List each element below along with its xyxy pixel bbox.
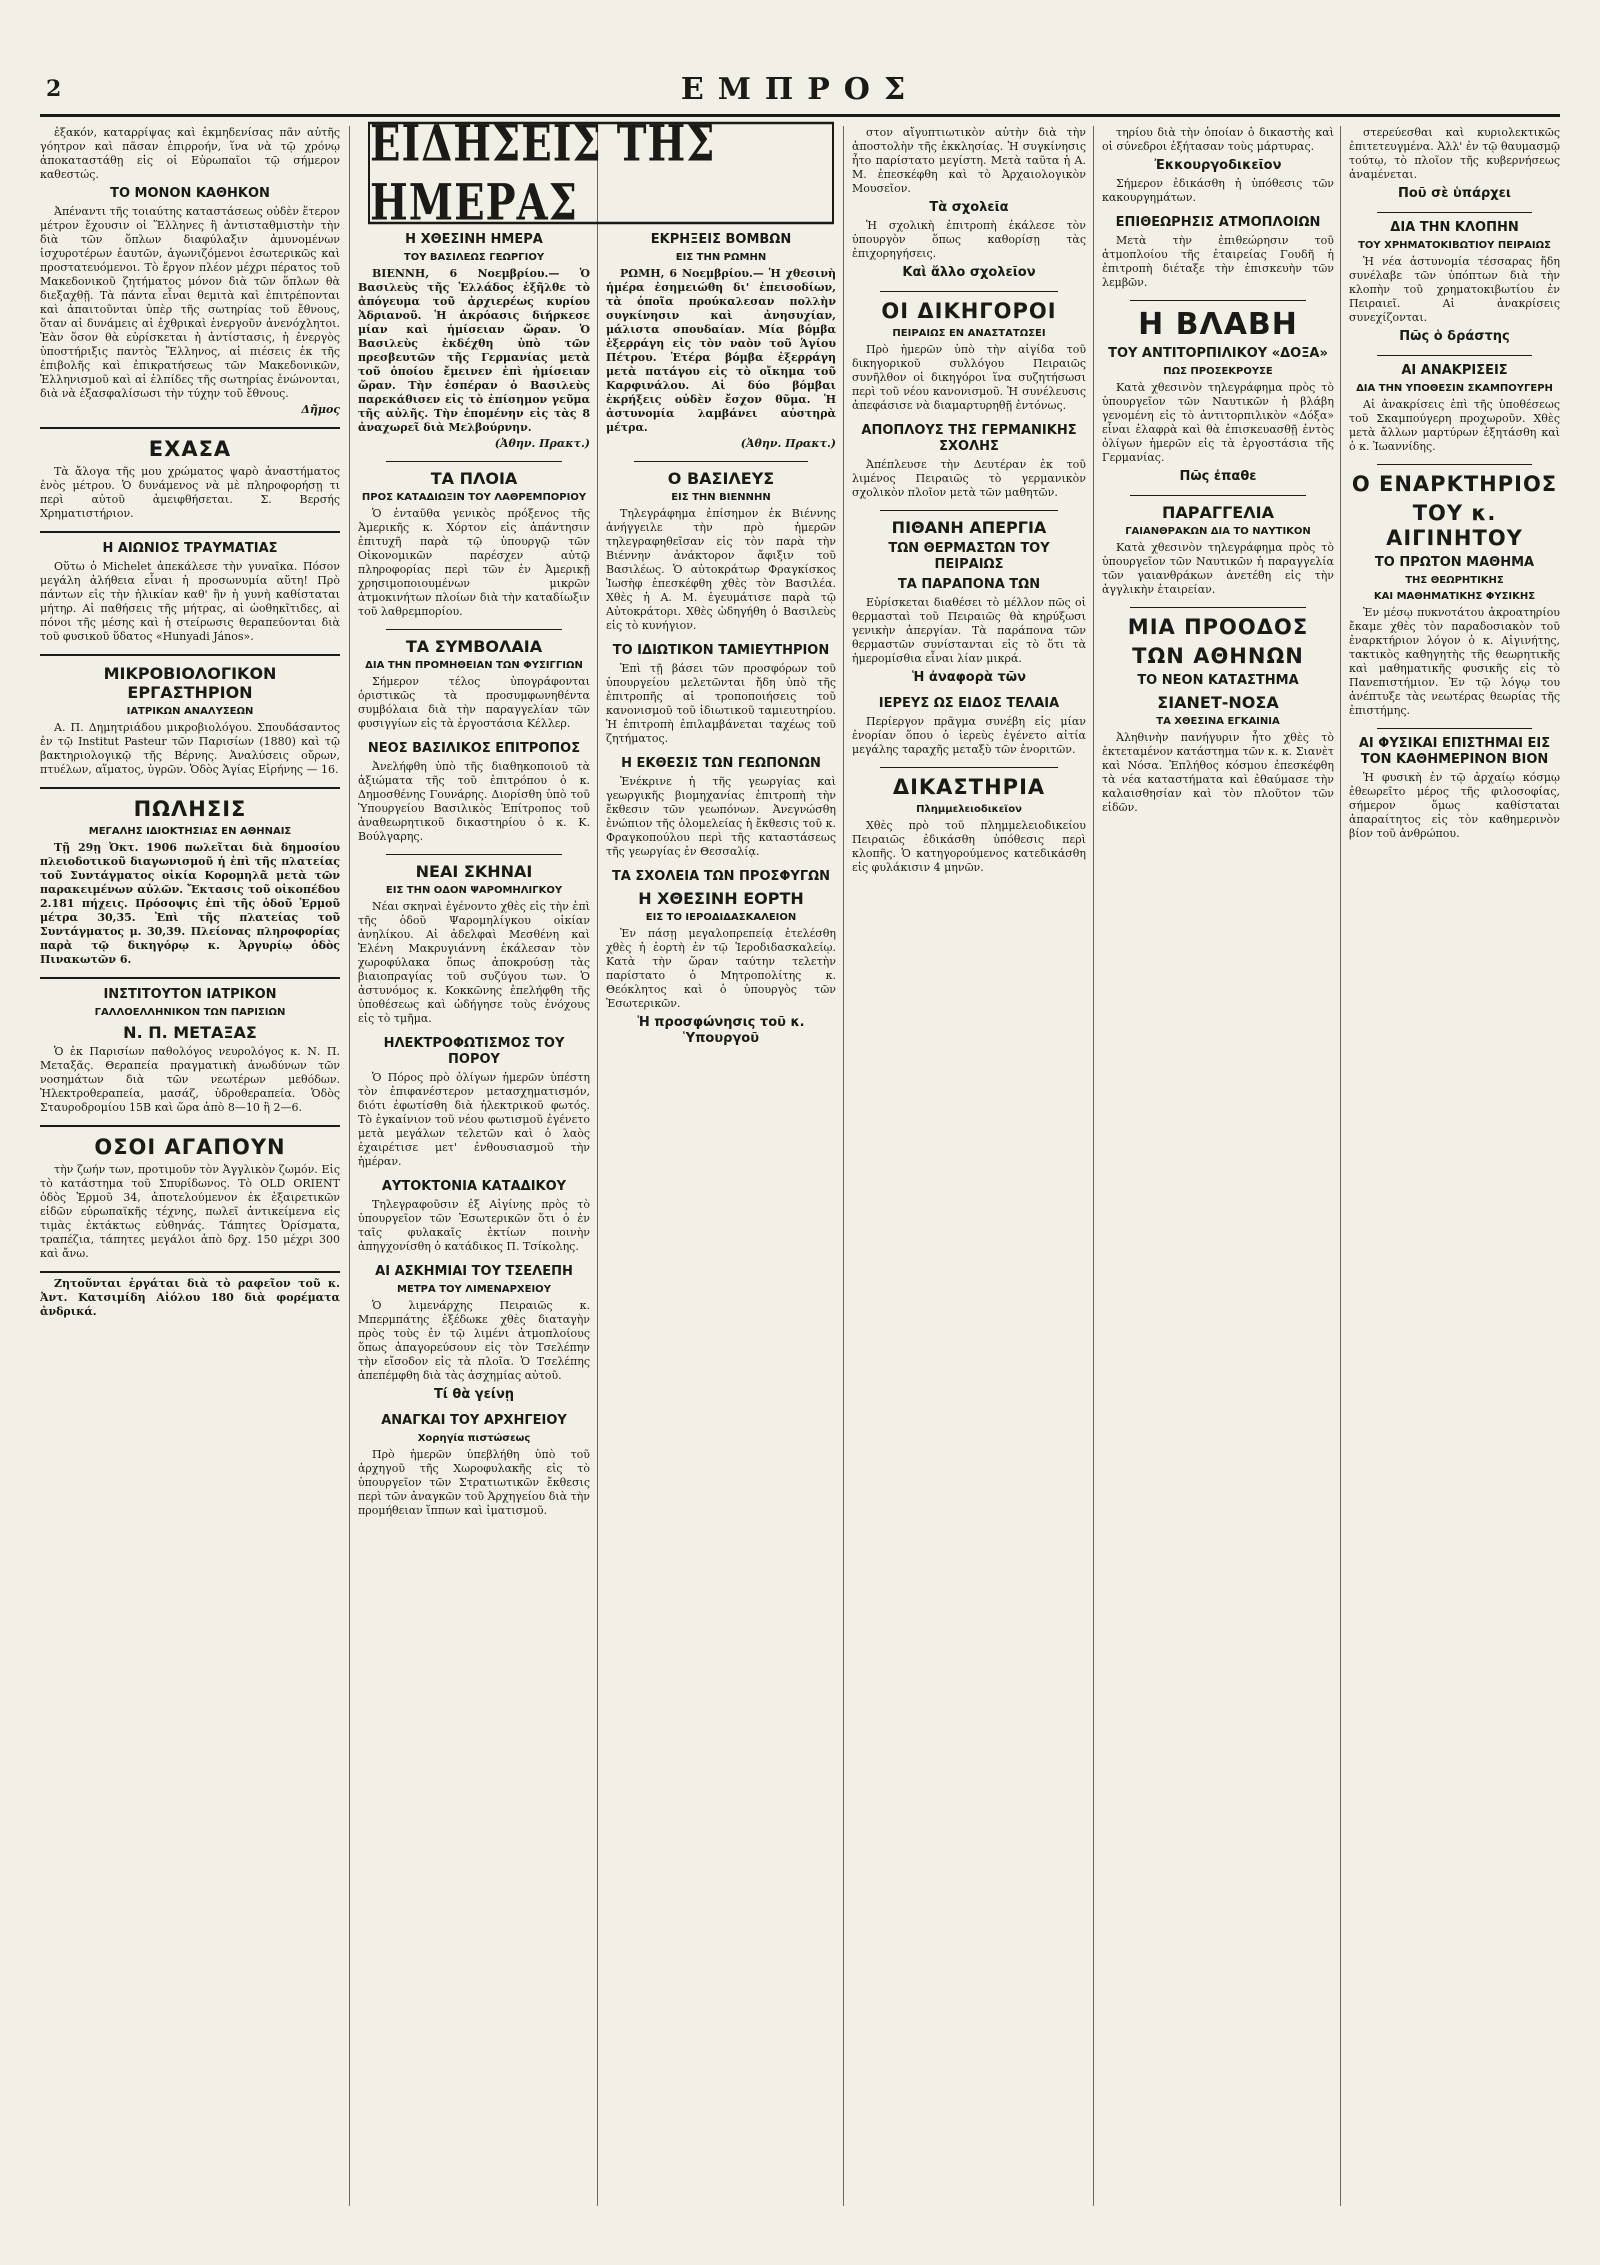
article-title: ΗΛΕΚΤΡΟΦΩΤΙΣΜΟΣ ΤΟΥ ΠΟΡΟΥ	[383, 1036, 565, 1067]
column-rule	[597, 126, 598, 2206]
article-title: Η ΒΛΑΒΗ	[1138, 307, 1298, 342]
article-german-school	[852, 423, 1086, 500]
article-body: Ὁ λιμενάρχης Πειραιῶς κ. Μπερμπάτης ἐξέδωκε χθὲς διαταγὴν πρὸς τοὺς ἐν τῷ λιμένι ἀτμοπλοίους ὅπως ἀπαγορεύσουν εἰς τὸν Τσελέπην τὴν εἴσοδον εἰς τὰ πλοῖα. Ὁ Τσελέπης ἀπεπέμφθη διὰ τὰς ἀσχημίας αὐτοῦ.	[358, 1299, 590, 1382]
article-title: ΙΕΡΕΥΣ ΩΣ ΕΙΔΟΣ ΤΕΛΑΙΑ	[878, 696, 1060, 711]
article-body: Ἀνελήφθη ὑπὸ τῆς διαθηκοποιοῦ τὰ ἀξιώματα τῆς τοῦ ἐπιτρόπου ὁ κ. Δημοσθένης Γουνάρης. Διορίσθη ὑπὸ τοῦ Ὑπουργείου Βασιλικὸς Ἐπίτροπος τοῦ ἀναθεωρητικοῦ δικαστηρίου ὁ κ. Κ. Βούλγαρης.	[358, 760, 590, 843]
article-subtitle: Η ΧΘΕΣΙΝΗ ΕΟΡΤΗ	[638, 889, 804, 908]
article-title: ΜΙΑ ΠΡΟΟΔΟΣ	[1127, 615, 1309, 639]
separator	[1130, 607, 1306, 608]
intro-text: ἐξακόν, καταρρίψας καὶ ἐκμηδενίσας πᾶν αὐτῆς γόητρον καὶ πᾶσαν ἐπιρροήν, ἵνα νὰ τῷ χρόνῳ ἀποκαταστάθῃ εἰς οἱ Εὐρωπαῖοι τῷ σήμερον καθεστώς.	[40, 126, 340, 181]
ad-property-sale	[40, 787, 340, 967]
article-subtitle-2: ΕΙΣ ΤΟ ΙΕΡΟΔΙΔΑΣΚΑΛΕΙΟΝ	[645, 912, 797, 923]
article-subtitle-2: ΠΩΣ ΠΡΟΣΕΚΡΟΥΣΕ	[1163, 366, 1273, 377]
article-closing: Ἡ προσφώνησις τοῦ κ. Ὑπουργοῦ	[637, 1015, 805, 1046]
ad-body: τὴν ζωήν των, προτιμοῦν τὸν Ἀγγλικὸν ζωμόν. Εἰς τὸ κατάστημα τοῦ Σπυρίδωνος. Τὸ OLD ORIENT ὁδὸς Ἑρμοῦ 34, ἀποτελούμενον ἐκ ἐξαιρετικῶν εἰδῶν εὐρωπαϊκῆς τέχνης, πωλεῖ ἀντικείμενα εἰς τιμὰς ἐκτάκτως εὐθηνάς. Τάπητες Ὀρίσματα, τραπέζια, τάπητες μεγάλοι ἀπὸ δρχ. 150 μέχρι 300 καὶ ἄνω.	[40, 1163, 340, 1260]
article-body: Ἀπέναντι τῆς τοιαύτης καταστάσεως οὐδὲν ἕτερον μέτρον ἔχουσιν οἱ Ἕλληνες ἢ ἀντισταθμιστὴν τὴν διὰ τῶν ὅπλων διαφύλαξιν ἀμυνομένων ἰσχυροτέρων ἑαυτῶν, ἀγωνιζόμενοι ἐσωτερικῶς καὶ προστατευόμενοι. Τὸ ἔργον πλέον μέχρι πέρατος τοῦ Μακεδονικοῦ ζητήματος μόνον διὰ τῶν ὅπλων θὰ διεξαχθῇ. Τὰ πάντα εἶναι θεμιτὰ καὶ ἐπιτρέπονται καὶ ἀπαιτοῦνται ὑπὲρ τῆς σωτηρίας τοῦ ἔθνους, ὅταν αἱ δυνάμεις αἱ ἐχθρικαὶ ἐνεργοῦν ἀνενόχλητοι. Ἐὰν ὅσον θὰ εὑρίσκεται ἡ ἀντίστασις, ἡ ἐνεργὸς ὑποστήριξις παντὸς Ἕλληνος, αἱ πιέσεις ἐκ τῆς ἐπιβολῆς καὶ ἐπικρατήσεως τῶν Μακεδονικῶν, Ἑλληνισμοῦ καὶ αἱ ἐλπίδες τῆς σωτηρίας ἑνώνονται, διὰ νὰ ἐξασφαλίσωσι τὴν τύχην τοῦ ἔθνους.	[40, 205, 340, 400]
article-title: ΤΟ ΜΟΝΟΝ ΚΑΘΗΚΟΝ	[110, 186, 270, 201]
article-strike	[852, 518, 1086, 686]
article-label: Ἡ ἀναφορὰ τῶν	[912, 670, 1026, 685]
article-subtitle: ΠΡΟΣ ΚΑΤΑΔΙΩΞΙΝ ΤΟΥ ΛΑΘΡΕΜΠΟΡΙΟΥ	[361, 492, 587, 503]
column-rule	[349, 126, 350, 2206]
article-king-george	[358, 232, 590, 451]
article-title: Ο ΕΝΑΡΚΤΗΡΙΟΣ	[1351, 472, 1558, 496]
ad-title: ΠΩΛΗΣΙΣ	[133, 797, 247, 821]
separator	[386, 854, 562, 855]
article-body: Πρὸ ἡμερῶν ὑπεβλήθη ὑπὸ τοῦ ἀρχηγοῦ τῆς Χωροφυλακῆς εἰς τὸ ὑπουργεῖον τῶν Στρατιωτικῶν ἔκθεσις περὶ τῶν ἀναγκῶν τοῦ Ἀρχηγείου διὰ τὴν προμήθειαν ἵππων καὶ ἱματισμοῦ.	[358, 1448, 590, 1517]
article-title: ΕΠΙΘΕΩΡΗΣΙΣ ΑΤΜΟΠΛΟΙΩΝ	[1115, 215, 1321, 230]
article-label: Πῶς ὁ δράστης	[1399, 329, 1510, 344]
column-2	[358, 228, 590, 2206]
article-subtitle: ΤΟΥ ΑΝΤΙΤΟΡΠΙΛΙΚΟΥ «ΔΟΞΑ»	[1108, 346, 1328, 361]
article-title: ΑΙ ΑΝΑΚΡΙΣΕΙΣ	[1401, 363, 1508, 378]
article-continuation	[852, 126, 1086, 281]
article-body: Περίεργον πρᾶγμα συνέβη εἰς μίαν ἐνορίαν ὅπου ὁ ἱερεὺς ἐγένετο αἰτία μεγάλης ταραχῆς μεταξὺ τῶν ἐνοριτῶν.	[852, 715, 1086, 756]
article-title: ΕΚΡΗΞΕΙΣ ΒΟΜΒΩΝ	[650, 232, 792, 247]
separator	[1130, 495, 1306, 496]
article-athens-progress	[1102, 615, 1334, 815]
article-subtitle: ΤΩΝ ΘΕΡΜΑΣΤΩΝ ΤΟΥ ΠΕΙΡΑΙΩΣ	[888, 541, 1050, 572]
article-body: Νέαι σκηναὶ ἐγένοντο χθὲς εἰς τὴν ἐπὶ τῆς ὁδοῦ Ψαρομηλίγκου οἰκίαν ἀνηλίκου. Αἱ ἀδελφαὶ Μεσθένη καὶ Ἑλένη Μακρυγιάννη ἐκάλεσαν τὸν χωροφύλακα ὅπως ἀποκρούσῃ τὰς βιαιοπραγίας τοῦ συζύγου των. Ὁ ἀστυνόμος κ. Κοκκῶνης ἐπελήφθη τῆς ὑποθέσεως καὶ ὡδήγησε τοὺς ἐνόχους εἰς τὸ τμῆμα.	[358, 900, 590, 1025]
masthead	[40, 70, 1560, 117]
ad-body: Ζητοῦνται ἐργάται διὰ τὸ ραφεῖον τοῦ κ. Ἀντ. Κατσιμίδη Αἰόλου 180 διὰ φορέματα ἀνδρικά.	[40, 1277, 340, 1318]
article-title: ΑΙ ΦΥΣΙΚΑΙ ΕΠΙΣΤΗΜΑΙ ΕΙΣ ΤΟΝ ΚΑΘΗΜΕΡΙΝΟΝ ΒΙΟΝ	[1358, 736, 1551, 767]
article-body: Ἡ σχολικὴ ἐπιτροπὴ ἐκάλεσε τὸν ὑπουργὸν ὅπως καθορίσῃ τὰς ἐπιχορηγήσεις.	[852, 219, 1086, 260]
ad-subtitle: ΙΑΤΡΙΚΩΝ ΑΝΑΛΥΣΕΩΝ	[126, 706, 254, 717]
article-body: στον αἴγυπτιωτικὸν αὐτὴν διὰ τὴν ἀποστολὴν τῆς ἐκκλησίας. Ἡ συγκίνησις ἦτο παρίστατο μεγίστη. Μετὰ ταῦτα ἡ Α. Μ. ἐπεσκέφθη καὶ τὸ Ἀρχαιολογικὸν Μουσεῖον.	[852, 126, 1086, 195]
separator	[1377, 355, 1532, 356]
article-body: Ἐπὶ τῇ βάσει τῶν προσφόρων τοῦ ὑπουργείου μελετῶνται ἤδη ὑπὸ τῆς ἐπιτροπῆς αἱ τροποποιήσεις τοῦ κανονισμοῦ τοῦ ἰδιωτικοῦ ταμιευτηρίου. Ἡ ἐπιτροπὴ ἐπιλαμβάνεται ταχέως τοῦ ζητήματος.	[606, 662, 836, 745]
article-king-vienna	[606, 469, 836, 633]
article-title: ΑΠΟΠΛΟΥΣ ΤΗΣ ΓΕΡΜΑΝΙΚΗΣ ΣΧΟΛΗΣ	[861, 423, 1077, 454]
article-title: ΑΥΤΟΚΤΟΝΙΑ ΚΑΤΑΔΙΚΟΥ	[381, 1179, 567, 1194]
separator	[1377, 212, 1532, 213]
article-label: Καὶ ἄλλο σχολεῖον	[902, 265, 1036, 280]
article-subtitle-3: ΣΙΑΝΕΤ-ΝΟΣΑ	[1157, 693, 1279, 712]
ad-title: ΜΙΚΡΟΒΙΟΛΟΓΙΚΟΝ ΕΡΓΑΣΤΗΡΙΟΝ	[103, 664, 277, 702]
notice-body: Τὰ ἄλογα τῆς μου χρώματος ψαρὸ ἀναστήματος ἐνὸς μέτρου. Ὁ δυνάμενος νὰ μὲ πληροφορήσῃ τι περὶ αὐτοῦ ἀμειφθήσεται. Σ. Βερσής Χρηματιστήριον.	[40, 465, 340, 520]
column-1	[40, 126, 340, 2206]
article-body: Σήμερον τέλος ὑπογράφονται ὁριστικῶς τὰ προσυμφωνηθέντα συμβόλαια διὰ τὴν παραγγελίαν τῶν φυσιγγίων εἰς τὰ ἐργοστάσια Κέλλερ.	[358, 675, 590, 730]
article-title: Η ΕΚΘΕΣΙΣ ΤΩΝ ΓΕΩΠΟΝΩΝ	[621, 756, 821, 771]
article-body: Σήμερον ἐδικάσθη ἡ ὑπόθεσις τῶν κακουργημάτων.	[1102, 177, 1334, 204]
article-body: Ὁ ἐνταῦθα γενικὸς πρόξενος τῆς Ἀμερικῆς κ. Χόρτον εἰς ἀπάντησιν ἐπιτυχῆ παρὰ τῷ ὑπουργῷ τῶν Οἰκονομικῶν παρέσχεν αὐτῷ πληροφορίας περὶ τῶν ἐν Ἀμερικῇ χρησιμοποιουμένων μικρῶν ἀτμοκινήτων πλοίων διὰ τὴν καταδίωξιν τοῦ λαθρεμπορίου.	[358, 507, 590, 618]
ad-subtitle: ΜΕΓΑΛΗΣ ΙΔΙΟΚΤΗΣΙΑΣ ΕΝ ΑΘΗΝΑΙΣ	[88, 826, 292, 837]
article-body: Ἐνέκρινε ἡ τῆς γεωργίας καὶ γεωργικῆς βιομηχανίας ἐπιτροπὴ τὴν ἔκθεσιν τῶν γεωπόνων. Ἀνεγνώσθη ἐνώπιον τῆς ὁλομελείας ἡ ἔκθεσις τοῦ κ. Φραγκοπούλου περὶ τῆς καταστάσεως τῆς γεωργίας ἐν Θεσσαλίᾳ.	[606, 775, 836, 858]
article-subtitle: ΤΩΝ ΑΘΗΝΩΝ	[1132, 644, 1304, 668]
article-coal-order	[1102, 503, 1334, 597]
column-6	[1349, 126, 1560, 2206]
article-title: ΤΑ ΣΥΜΒΟΛΑΙΑ	[405, 637, 543, 656]
article-suicide	[358, 1179, 590, 1254]
article-investigations	[1349, 363, 1560, 454]
ad-doctor-name: Ν. Π. ΜΕΤΑΞΑΣ	[123, 1023, 257, 1042]
column-3	[606, 228, 836, 2206]
article-body: Ἡ νέα ἀστυνομία τέσσαρας ἤδη συνέλαβε τῶν ὑπόπτων διὰ τὴν κλοπὴν τοῦ χρηματοκιβωτίου ἐν Πειραιεῖ. Αἱ ἀνακρίσεις συνεχίζονται.	[1349, 255, 1560, 324]
ad-title: ΟΣΟΙ ΑΓΑΠΟΥΝ	[94, 1135, 286, 1159]
article-body: Ἐν πάσῃ μεγαλοπρεπείᾳ ἐτελέσθη χθὲς ἡ ἑορτὴ ἐν τῷ Ἱεροδιδασκαλείῳ. Κατὰ τὴν ὥραν ταύτην τελετὴν παρίστατο ὁ Μητροπολίτης κ. Θεόκλητος καὶ ὁ ὑπουργὸς τῶν Ἐσωτερικῶν.	[606, 927, 836, 1010]
article-label: Τὰ σχολεῖα	[929, 200, 1009, 215]
article-only-duty	[40, 186, 340, 417]
ad-laboratory	[40, 654, 340, 777]
article-subtitle: ΜΕΤΡΑ ΤΟΥ ΛΙΜΕΝΑΡΧΕΙΟΥ	[397, 1284, 551, 1295]
article-title: ΤΑ ΣΧΟΛΕΙΑ ΤΩΝ ΠΡΟΣΦΥΓΩΝ	[611, 869, 831, 884]
article-body: ΡΩΜΗ, 6 Νοεμβρίου.— Ἡ χθεσινὴ ἡμέρα ἐσημειώθη δι' ἐπεισοδίων, τὰ ὁποῖα προύκαλεσαν πολλὴν συγκίνησιν καὶ ἀνησυχίαν, μάλιστα σπουδαίαν. Μία βόμβα ἐξερράγη εἰς τὸν ναὸν τοῦ Ἁγίου Πέτρου. Ἑτέρα βόμβα ἐξερράγη μετὰ πατάγου εἰς τὸ οἴκημα τοῦ Καρφινάλου. Αἱ δύο βόμβαι ἐκρήξεις οὐδὲν ἔσχον θῦμα. Ἡ ἀστυνομία λαμβάνει αὐστηρὰ μέτρα.	[606, 267, 836, 434]
article-courts	[852, 775, 1086, 875]
article-subtitle-3: ΤΗΣ ΘΕΩΡΗΤΙΚΗΣ	[1405, 575, 1504, 586]
article-safe-theft	[1349, 220, 1560, 345]
separator	[634, 461, 808, 462]
article-ships	[358, 469, 590, 619]
article-body: ΒΙΕΝΝΗ, 6 Νοεμβρίου.— Ὁ Βασιλεὺς τῆς Ἑλλάδος ἐξῆλθε τὸ ἀπόγευμα τοῦ ἀρχιερέως κυρίου Ἀδριανοῦ. Ἡ ἀκρόασις διήρκεσε μίαν καὶ ἡμίσειαν ὥραν. Ὁ Βασιλεὺς ἐκδέχθη ὑπὸ τῶν πρεσβευτῶν τῆς Γερμανίας μετὰ τοῦ ὁποίου ἔμεινεν ἐπὶ ἡμίσειαν ὥραν. Τὴν ἑσπέραν ὁ Βασιλεὺς παρεκάθισεν εἰς τὸ ἐπίσημον γεῦμα τῆς αὐλῆς. Τὴν ἑπομένην εἰς τὰς 8 ἀναχωρεῖ διὰ Μελβούρνην.	[358, 267, 590, 434]
article-inaugural-lecture	[1349, 472, 1560, 718]
separator	[880, 291, 1058, 292]
separator	[1130, 300, 1306, 301]
article-new-scenes	[358, 862, 590, 1026]
article-ship-inspection	[1102, 215, 1334, 290]
article-subtitle: ΕΙΣ ΤΗΝ ΟΔΟΝ ΨΑΡΟΜΗΛΙΓΚΟΥ	[385, 885, 563, 896]
article-poros-lighting	[358, 1036, 590, 1169]
article-new-commissioner	[358, 741, 590, 844]
column-4	[852, 126, 1086, 2206]
ad-title: Η ΑΙΩΝΙΟΣ ΤΡΑΥΜΑΤΙΑΣ	[102, 541, 278, 556]
article-body: τηρίου διὰ τὴν ὁποίαν ὁ δικαστὴς καὶ οἱ σύνεδροι ἐξήτασαν τοὺς μάρτυρας.	[1102, 126, 1334, 153]
article-body: Μετὰ τὴν ἐπιθεώρησιν τοῦ ἀτμοπλοίου τῆς ἑταιρείας Γουδῆ ἡ ἐπιτροπὴ διέταξε τὴν ἐπισκευὴν τῶν λεμβῶν.	[1102, 234, 1334, 289]
article-subtitle: ΤΟΥ κ. ΑΙΓΙΝΗΤΟΥ	[1386, 501, 1523, 550]
article-subtitle-4: ΤΑ ΧΘΕΣΙΝΑ ΕΓΚΑΙΝΙΑ	[1156, 716, 1280, 727]
ad-footer	[40, 1271, 340, 1319]
article-closing: Τί θὰ γείνῃ	[433, 1387, 515, 1402]
article-subtitle-2: ΤΟ ΠΡΩΤΟΝ ΜΑΘΗΜΑ	[1374, 555, 1535, 570]
separator	[386, 461, 562, 462]
article-subtitle-2: ΤΟ ΝΕΟΝ ΚΑΤΑΣΤΗΜΑ	[1137, 673, 1299, 688]
article-subtitle: ΤΟΥ ΒΑΣΙΛΕΩΣ ΓΕΩΡΓΙΟΥ	[403, 252, 545, 263]
ad-subtitle: ΓΑΛΛΟΕΛΛΗΝΙΚΟΝ ΤΩΝ ΠΑΡΙΣΙΩΝ	[94, 1007, 286, 1018]
article-body: Εὑρίσκεται διαθέσει τὸ μέλλον πῶς οἱ θερμασταὶ τοῦ Πειραιῶς θὰ κηρύξωσι γενικὴν ἀπεργίαν. Τὰ παράπονα τῶν θερμαστῶν συνίστανται εἰς τὸ ὅτι τὰ ἡμερομίσθια εἶναι λίαν μικρά.	[852, 596, 1086, 665]
article-title: ΝΕΟΣ ΒΑΣΙΛΙΚΟΣ ΕΠΙΤΡΟΠΟΣ	[367, 741, 581, 756]
notice-title: ΕΧΑΣΑ	[148, 437, 232, 461]
article-label: Ποῦ σὲ ὑπάρχει	[1398, 186, 1511, 201]
article-title: ΔΙΚΑΣΤΗΡΙΑ	[892, 775, 1046, 799]
ad-medical-institute	[40, 977, 340, 1115]
article-subtitle: Χορηγία πιστώσεως	[417, 1433, 531, 1444]
article-title: ΠΙΘΑΝΗ ΑΠΕΡΓΙΑ	[891, 518, 1047, 537]
article-body: Ὁ Πόρος πρὸ ὀλίγων ἡμερῶν ὑπέστη τὸν ἐπιφανέστερον μετασχηματισμόν, διότι ἐφωτίσθη διὰ ἠλεκτρικοῦ φωτός. Τὸ ἐγκαίνιον τοῦ νέου φωτισμοῦ ἐγένετο μετὰ μεγάλων τελετῶν καὶ ὁ λαὸς ἐχαιρέτισε μετ' ἐνθουσιασμοῦ τὴν ἡμέραν.	[358, 1071, 590, 1168]
article-body: Κατὰ χθεσινὸν τηλεγράφημα πρὸς τὸ ὑπουργεῖον τῶν Ναυτικῶν ἡ παραγγελία τῶν γαιανθράκων ἀνετέθη εἰς τὴν ἀγγλικὴν ἑταιρείαν.	[1102, 541, 1334, 596]
article-title: Η ΧΘΕΣΙΝΗ ΗΜΕΡΑ	[405, 232, 543, 247]
separator	[386, 629, 562, 630]
ad-eternal-wounded	[40, 531, 340, 644]
article-body: Ἐν μέσῳ πυκνοτάτου ἀκροατηρίου ἔκαμε χθὲς τὸν παραδοσιακὸν τοῦ ἐναρκτήριον λόγον ὁ κ. Αἰγινήτης, τακτικὸς καθηγητὴς τῆς θεωρητικῆς καὶ μαθηματικῆς φυσικῆς εἰς τὸ Πανεπιστήμιον. Ἐν τῷ λόγῳ του ἀνέπτυξε τὰς νεωτέρας θεωρίας τῆς ἐπιστήμης.	[1349, 606, 1560, 717]
ad-body: Α. Π. Δημητριάδου μικροβιολόγου. Σπουδάσαντος ἐν τῷ Institut Pasteur τῶν Παρισίων (1880) καὶ τῷ βακτηριολογικῷ τῆς Βέρνης. Ἀναλύσεις οὔρων, πτυέλων, αἵματος, ὑγρῶν. Ὁδὸς Ἁγίας Εἰρήνης — 16.	[40, 721, 340, 776]
article-label: Ἐκκουργοδικεῖον	[1154, 158, 1282, 173]
article-signature: (Ἀθην. Πρακτ.)	[494, 437, 590, 450]
article-subtitle: Πλημμελειοδικεῖον	[916, 804, 1022, 815]
column-rule	[1093, 126, 1094, 2206]
article-subtitle: ΤΟΥ ΧΡΗΜΑΤΟΚΙΒΩΤΙΟΥ ΠΕΙΡΑΙΩΣ	[1358, 240, 1551, 251]
article-signature: (Ἀθην. Πρακτ.)	[740, 437, 836, 450]
article-body: Κατὰ χθεσινὸν τηλεγράφημα πρὸς τὸ ὑπουργεῖον τῶν Ναυτικῶν ἡ βλάβη γενομένη εἰς τὸ ἀντιτορπιλικὸν «Δόξα» εἶναι ἐλαφρὰ καὶ θὰ ἐπισκευασθῇ ἐντὸς ὀλίγων ἡμερῶν εἰς τὰ ἐργοστάσια τῆς Γερμανίας.	[1102, 381, 1334, 464]
article-signature: Δῆμος	[301, 403, 340, 416]
article-title: ΠΑΡΑΓΓΕΛΙΑ	[1162, 503, 1274, 522]
article-savings-bank	[606, 643, 836, 746]
news-of-the-day-banner: ΕΙΔΗΣΕΙΣ ΤΗΣ ΗΜΕΡΑΣ	[368, 122, 834, 225]
column-rule	[843, 126, 844, 2206]
page-number: 2	[46, 76, 62, 102]
ad-body: Οὕτω ὁ Michelet ἀπεκάλεσε τὴν γυναῖκα. Πόσον μεγάλη ἀλήθεια εἶναι ἡ προσωνυμία αὕτη! Πρὸ πάντων εἰς τὴν ἡλικίαν καθ' ἣν ἡ γυνὴ καθίσταται μήτηρ. Αἱ παθήσεις τῆς μήτρας, αἱ ὠοθηκῖτιδες, αἱ πόνοι τῆς μέσης καὶ ἡ στείρωσις θεραπεύονται διὰ τοῦ φυσικοῦ ὕδατος «Hunyadi János».	[40, 560, 340, 643]
article-body: Τηλεγραφοῦσιν ἐξ Αἰγίνης πρὸς τὸ ὑπουργεῖον τῶν Ἐσωτερικῶν ὅτι ὁ ἐν ταῖς φυλακαῖς ἐκτίων ποινὴν ἀπηγχονίσθη ὁ κατάδικος Π. Τσίκολης.	[358, 1198, 590, 1253]
column-5	[1102, 126, 1334, 2206]
article-refugee-schools	[606, 869, 836, 1047]
article-body: στερεύεσθαι καὶ κυριολεκτικῶς ἐπιτετευγμένα. Ἀλλ' ἐν τῷ θαυμασμῷ τούτῳ, τὸ πλοῖον τῆς κυβερνήσεως ἀναμένεται.	[1349, 126, 1560, 181]
ad-those-who-love	[40, 1125, 340, 1261]
article-body: Τηλεγράφημα ἐπίσημον ἐκ Βιέννης ἀνήγγειλε τὴν πρὸ ἡμερῶν τηλεγραφηθεῖσαν εἰς τὸν παρὰ τὴν Βιέννην ἀνάκτορον ἄφιξιν τοῦ Βασιλέως. Ὁ αὐτοκράτωρ Φραγκίσκος Ἰωσὴφ ἐπεσκέφθη χθὲς τὸν Βασιλέα. Χθὲς ἡ Α. Μ. ἐγευμάτισε παρὰ τῷ Αὐτοκράτορι. Χθὲς ὡδηγήθη ὁ Βασιλεὺς εἰς τὸ κυνήγιον.	[606, 507, 836, 632]
ad-body: Ὁ ἐκ Παρισίων παθολόγος νευρολόγος κ. Ν. Π. Μεταξᾶς. Θεραπεία πραγματικὴ ἀνωδύνων τῶν νοσημάτων διὰ τῶν νεωτέρων μεθόδων. Ἠλεκτροθεραπεία, μασάζ, ὑδροθεραπεία. Ὁδὸς Σταυροδρομίου 15Β καὶ ὥρα ἀπὸ 8—10 ἢ 2—6.	[40, 1045, 340, 1114]
article-priest	[852, 696, 1086, 757]
article-subtitle: ΠΕΙΡΑΙΩΣ ΕΝ ΑΝΑΣΤΑΤΩΣΕΙ	[892, 328, 1046, 339]
article-title: ΔΙΑ ΤΗΝ ΚΛΟΠΗΝ	[1390, 220, 1519, 235]
article-title: ΤΟ ΙΔΙΩΤΙΚΟΝ ΤΑΜΙΕΥΤΗΡΙΟΝ	[612, 643, 830, 658]
article-title: ΑΙ ΑΣΚΗΜΙΑΙ ΤΟΥ ΤΣΕΛΕΠΗ	[375, 1264, 573, 1279]
article-bomb-explosions	[606, 232, 836, 451]
article-title: ΤΑ ΠΛΟΙΑ	[430, 469, 518, 488]
notice-lost	[40, 427, 340, 521]
article-subtitle: ΕΙΣ ΤΗΝ ΡΩΜΗΝ	[675, 252, 767, 263]
article-headquarters	[358, 1413, 590, 1518]
article-continuation	[1102, 126, 1334, 205]
article-continuation	[1349, 126, 1560, 202]
separator	[1377, 728, 1532, 729]
article-subtitle: ΔΙΑ ΤΗΝ ΠΡΟΜΗΘΕΙΑΝ ΤΩΝ ΦΥΣΙΓΓΙΩΝ	[365, 660, 583, 671]
article-agronomists	[606, 756, 836, 859]
newspaper-title: ΕΜΠΡΟΣ	[680, 72, 920, 107]
article-title: Ο ΒΑΣΙΛΕΥΣ	[667, 469, 775, 488]
article-body: Ἡ φυσικὴ ἐν τῷ ἀρχαίῳ κόσμῳ ἐθεωρεῖτο μέρος τῆς φιλοσοφίας, σήμερον ὅμως καθίσταται ἀπαραίτητος εἰς τὸν καθημερινὸν βίον τοῦ ἀνθρώπου.	[1349, 771, 1560, 840]
article-body: Αἱ ἀνακρίσεις ἐπὶ τῆς ὑποθέσεως τοῦ Σκαμπούγερη προχωροῦν. Χθὲς μετὰ ἄλλων μαρτύρων ἐξητάσθη καὶ ὁ κ. Ἰωαννίδης.	[1349, 398, 1560, 453]
article-title: ΟΙ ΔΙΚΗΓΟΡΟΙ	[881, 299, 1057, 323]
article-subtitle: ΔΙΑ ΤΗΝ ΥΠΟΘΕΣΙΝ ΣΚΑΜΠΟΥΓΕΡΗ	[1356, 383, 1553, 394]
separator	[880, 767, 1058, 768]
article-contracts	[358, 637, 590, 731]
ad-title: ΙΝΣΤΙΤΟΥΤΟΝ ΙΑΤΡΙΚΟΝ	[103, 987, 277, 1002]
article-subtitle-2: ΤΑ ΠΑΡΑΠΟΝΑ ΤΩΝ	[897, 577, 1041, 592]
article-subtitle: ΕΙΣ ΤΗΝ ΒΙΕΝΝΗΝ	[671, 492, 771, 503]
article-doxa-damage	[1102, 308, 1334, 485]
ad-body: Τῇ 29ῃ Ὀκτ. 1906 πωλεῖται διὰ δημοσίου πλειοδοτικοῦ διαγωνισμοῦ ἡ ἐπὶ τῆς πλατείας τοῦ Συντάγματος οἰκία Κορομηλᾶ μετὰ τῶν παρακειμένων αὐλῶν. Ἔκτασις τοῦ οἰκοπέδου 2.181 πήχεις. Πρόσοψις ἐπὶ τῆς ὁδοῦ Ἑρμοῦ μέτρα 30,35. Ἐπὶ τῆς πλατείας τοῦ Συντάγματος μ. 30,39. Πλείονας πληροφορίας παρὰ τῷ δικηγόρῳ κ. Ἀργυρίῳ ὁδὸς Πινακωτῶν 6.	[40, 841, 340, 966]
separator	[1377, 464, 1532, 465]
article-tselepis	[358, 1264, 590, 1403]
column-rule	[1340, 126, 1341, 2206]
article-physical-sciences	[1349, 736, 1560, 841]
article-subtitle: ΓΑΙΑΝΘΡΑΚΩΝ ΔΙΑ ΤΟ ΝΑΥΤΙΚΟΝ	[1125, 526, 1311, 537]
article-label: Πῶς ἐπαθε	[1179, 469, 1257, 484]
article-title: ΑΝΑΓΚΑΙ ΤΟΥ ΑΡΧΗΓΕΙΟΥ	[381, 1413, 567, 1428]
article-body: Πρὸ ἡμερῶν ὑπὸ τὴν αἰγίδα τοῦ δικηγορικοῦ συλλόγου Πειραιῶς συνῆλθον οἱ δικηγόροι ἵνα συζητήσωσι περὶ τοῦ νέου κανονισμοῦ. Ἡ συνέλευσις ἀπεφάσισε νὰ διαμαρτυρηθῇ ἐντόνως.	[852, 343, 1086, 412]
article-body: Ἀπέπλευσε τὴν Δευτέραν ἐκ τοῦ λιμένος Πειραιῶς τὸ γερμανικὸν σχολικὸν πλοῖον μετὰ τῶν μαθητῶν.	[852, 458, 1086, 499]
article-title: ΝΕΑΙ ΣΚΗΝΑΙ	[415, 862, 533, 881]
separator	[880, 510, 1058, 511]
article-lawyers	[852, 299, 1086, 413]
article-body: Ἀληθινὴν πανήγυριν ἦτο χθὲς τὸ ἐκτεταμένον κατάστημα τῶν κ. κ. Σιανὲτ καὶ Νόσα. Ἐπλήθος κόσμου ἐπεσκέφθη τὰ νέα καταστήματα καὶ ἐθαύμασε τὴν καλαισθησίαν καὶ τὸν πλοῦτον τῶν εἰδῶν.	[1102, 731, 1334, 814]
article-body: Χθὲς πρὸ τοῦ πλημμελειοδικείου Πειραιῶς ἐδικάσθη ὑπόθεσις περὶ κλοπῆς. Ὁ κατηγορούμενος κατεδικάσθη εἰς φυλάκισιν 4 μηνῶν.	[852, 819, 1086, 874]
article-subtitle-4: ΚΑΙ ΜΑΘΗΜΑΤΙΚΗΣ ΦΥΣΙΚΗΣ	[1373, 591, 1536, 602]
